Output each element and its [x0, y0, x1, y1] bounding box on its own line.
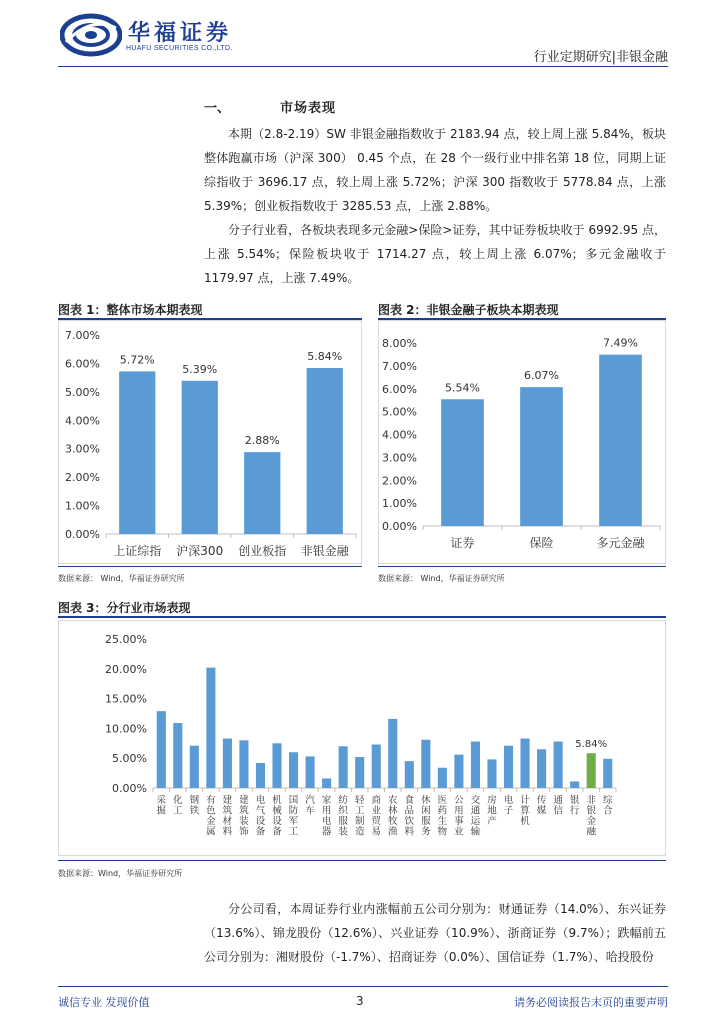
bar	[405, 761, 414, 788]
y-tick-label: 10.00%	[105, 722, 147, 736]
bar	[454, 755, 463, 788]
bar	[307, 368, 343, 534]
x-tick-label-char: 国	[288, 795, 299, 806]
figure3-title: 图表 3：分行业市场表现	[58, 601, 191, 615]
data-label: 7.49%	[603, 336, 638, 350]
x-tick-label-char: 饮	[404, 816, 415, 827]
chart-nonbank-subsectors	[378, 320, 666, 564]
x-tick-label-char: 装	[338, 826, 348, 838]
x-tick-label-char: 金	[586, 816, 596, 827]
y-tick-label: 2.00%	[65, 471, 100, 485]
x-tick-label-char: 军	[288, 816, 299, 827]
bar	[256, 763, 265, 788]
figure2-title: 图表 2：非银金融子板块本期表现	[378, 303, 559, 317]
bar	[157, 711, 166, 788]
bar	[372, 744, 381, 788]
bar	[599, 355, 642, 526]
x-tick-label-char: 电	[503, 795, 514, 806]
y-tick-label: 25.00%	[105, 633, 147, 646]
x-tick-label-char: 行	[569, 805, 580, 817]
y-tick-label: 4.00%	[382, 428, 417, 442]
figure1-source: 数据来源： Wind，华福证券研究所	[58, 574, 185, 583]
bar	[587, 753, 596, 788]
bar	[244, 452, 280, 534]
bar	[223, 739, 232, 788]
x-tick-label-char: 织	[338, 805, 348, 817]
y-tick-label: 1.00%	[382, 497, 417, 511]
bar	[471, 742, 480, 788]
paragraph-sub-sectors: 分子行业看，各板块表现多元金融>保险>证券，其中证券板块收于 6992.95 点，上涨 5.54%；保险板块收于 1714.27 点，较上周上涨 6.07%；多元金融收于 1179.97 点，上涨 7.49%。	[204, 223, 666, 285]
x-tick-label-char: 医	[437, 795, 448, 806]
x-tick-label-char: 防	[288, 805, 299, 817]
x-tick-label-char: 有	[206, 795, 216, 806]
figure3-bottom-rule	[58, 860, 666, 861]
x-tick-label-char: 工	[288, 826, 299, 838]
figure3-top-rule	[58, 616, 666, 618]
x-tick-label-char: 易	[371, 826, 381, 838]
x-tick-label-char: 房	[487, 795, 497, 806]
x-tick-label-char: 制	[354, 816, 365, 827]
bar	[272, 743, 281, 788]
y-tick-label: 15.00%	[105, 692, 147, 706]
data-label: 5.72%	[119, 353, 155, 367]
bar	[289, 752, 298, 788]
data-label: 6.07%	[524, 369, 559, 383]
x-tick-label-char: 备	[272, 826, 282, 838]
chart-overall-market	[58, 320, 362, 564]
data-label: 5.84%	[307, 349, 343, 363]
bar	[521, 739, 530, 788]
x-tick-label: 非银金融	[300, 544, 349, 558]
section-number: 一、	[204, 101, 231, 116]
x-tick-label-char: 贸	[371, 816, 381, 827]
x-tick-label-char: 服	[338, 816, 348, 827]
x-tick-label-char: 子	[503, 805, 514, 817]
x-tick-label: 证券	[450, 536, 475, 550]
x-tick-label: 多元金融	[596, 536, 645, 550]
x-tick-label-char: 轻	[354, 795, 365, 806]
x-tick-label-char: 药	[437, 805, 448, 817]
x-tick-label-char: 信	[553, 805, 563, 817]
x-tick-label-char: 休	[421, 795, 431, 806]
x-tick-label: 保险	[529, 536, 554, 550]
y-tick-label: 0.00%	[382, 520, 417, 533]
x-tick-label-char: 运	[470, 816, 481, 827]
x-tick-label-char: 林	[388, 805, 398, 817]
x-tick-label-char: 媒	[536, 805, 547, 817]
x-tick-label-char: 非	[586, 795, 596, 806]
y-tick-label: 3.00%	[382, 451, 417, 465]
x-tick-label: 上证综指	[113, 544, 162, 558]
x-tick-label-char: 机	[520, 816, 530, 827]
figure1-title: 图表 1：整体市场本期表现	[58, 303, 203, 317]
x-tick-label-char: 钢	[189, 795, 200, 806]
x-tick-label-char: 装	[239, 816, 249, 827]
y-tick-label: 20.00%	[105, 662, 147, 676]
x-tick-label-char: 通	[470, 805, 481, 817]
x-tick-label-char: 合	[602, 805, 613, 817]
x-tick-label-char: 筑	[239, 805, 249, 817]
figure1-bottom-rule	[58, 566, 362, 567]
data-label: 2.88%	[244, 434, 280, 448]
bar	[339, 746, 348, 788]
y-tick-label: 8.00%	[382, 337, 417, 350]
x-tick-label-char: 综	[602, 795, 613, 806]
x-tick-label-char: 材	[222, 816, 233, 827]
bar	[487, 759, 496, 788]
x-tick-label-char: 公	[454, 795, 464, 806]
x-tick-label-char: 料	[222, 826, 233, 838]
x-tick-label-char: 渔	[388, 826, 398, 838]
x-tick-label-char: 化	[173, 795, 183, 806]
footer-disclaimer: 请务必阅读报告末页的重要声明	[514, 996, 668, 1009]
x-tick-label-char: 电	[321, 816, 332, 827]
x-tick-label-char: 商	[371, 795, 381, 806]
bar	[520, 387, 563, 526]
y-tick-label: 0.00%	[65, 528, 100, 541]
x-tick-label-char: 家	[321, 795, 332, 806]
x-tick-label-char: 纺	[338, 795, 348, 806]
bar	[239, 740, 248, 788]
x-tick-label-char: 务	[421, 826, 431, 838]
x-tick-label-char: 产	[487, 816, 497, 827]
bar	[206, 668, 215, 788]
y-tick-label: 5.00%	[112, 752, 147, 766]
logo-subtitle: HUAFU SECURITIES CO.,LTD.	[126, 45, 233, 52]
x-tick-label-char: 农	[388, 795, 398, 806]
bar	[554, 742, 563, 788]
x-tick-label-char: 设	[272, 816, 282, 827]
x-tick-label: 沪深300	[176, 544, 224, 558]
x-tick-label-char: 服	[421, 816, 431, 827]
x-tick-label-char: 通	[553, 795, 563, 806]
x-tick-label-char: 食	[404, 795, 415, 806]
x-tick-label-char: 车	[305, 805, 315, 817]
bar	[504, 746, 513, 788]
header-divider	[58, 66, 668, 67]
x-tick-label-char: 建	[239, 795, 249, 806]
x-tick-label-char: 融	[586, 826, 596, 838]
x-tick-label-char: 生	[437, 816, 448, 827]
x-tick-label-char: 算	[520, 805, 530, 817]
logo-name: 华福证券	[128, 21, 233, 46]
x-tick-label-char: 设	[255, 816, 266, 827]
bar	[438, 768, 447, 788]
x-tick-label-char: 牧	[388, 816, 398, 827]
x-tick-label-char: 铁	[189, 805, 200, 817]
x-tick-label-char: 地	[487, 805, 497, 817]
y-tick-label: 5.00%	[65, 385, 100, 399]
x-tick-label-char: 料	[404, 826, 415, 838]
page-number: 3	[356, 994, 364, 1008]
section-title: 市场表现	[280, 101, 337, 116]
company-logo	[60, 10, 260, 58]
bar	[441, 399, 484, 526]
bar	[570, 781, 579, 788]
x-tick-label-char: 物	[437, 826, 448, 838]
x-tick-label-char: 建	[222, 795, 233, 806]
x-tick-label-char: 掘	[156, 805, 167, 817]
figure2-bottom-rule	[378, 566, 666, 567]
y-tick-label: 4.00%	[65, 414, 100, 428]
x-tick-label-char: 工	[173, 805, 183, 817]
x-tick-label-char: 造	[354, 826, 365, 838]
x-tick-label-char: 筑	[222, 805, 233, 817]
x-tick-label-char: 用	[321, 805, 332, 817]
x-tick-label-char: 事	[454, 816, 464, 827]
logo-emblem-icon	[60, 12, 122, 58]
y-tick-label: 2.00%	[382, 474, 417, 488]
chart-industry-performance	[58, 620, 666, 856]
y-tick-label: 6.00%	[65, 357, 100, 371]
x-tick-label-char: 器	[321, 826, 332, 838]
bar	[306, 756, 315, 788]
x-tick-label-char: 工	[354, 805, 365, 817]
x-tick-label-char: 械	[272, 805, 282, 817]
bar	[182, 381, 218, 534]
bar	[388, 719, 397, 788]
paragraph-company-performance: 分公司看，本周证券行业内涨幅前五公司分别为：财通证券（14.0%）、东兴证券（13.6%）、锦龙股份（12.6%）、兴业证券（10.9%）、浙商证券（9.7%）；跌幅前五公司分别为：湘财股份（-1.7%）、招商证券（0.0%）、国信证券（1.7%）、哈投股份	[204, 902, 666, 964]
x-tick-label-char: 汽	[305, 795, 315, 806]
y-tick-label: 7.00%	[382, 359, 417, 373]
x-tick-label-char: 属	[206, 826, 216, 838]
y-tick-label: 0.00%	[112, 782, 147, 795]
x-tick-label-char: 色	[206, 805, 216, 817]
figure3-source: 数据来源：Wind，华福证券研究所	[58, 869, 183, 878]
x-tick-label-char: 计	[520, 795, 530, 806]
y-tick-label: 3.00%	[65, 442, 100, 456]
x-tick-label-char: 银	[586, 805, 596, 817]
x-tick-label-char: 电	[255, 795, 266, 806]
y-tick-label: 7.00%	[65, 329, 100, 342]
x-tick-label: 创业板指	[238, 544, 287, 558]
x-tick-label-char: 备	[255, 826, 266, 838]
x-tick-label-char: 气	[255, 805, 266, 817]
footer-slogan: 诚信专业 发现价值	[58, 996, 150, 1009]
y-tick-label: 1.00%	[65, 499, 100, 513]
footer-divider	[58, 986, 668, 987]
bar	[421, 740, 430, 788]
bar	[119, 371, 155, 534]
figure2-source: 数据来源： Wind，华福证券研究所	[378, 574, 505, 583]
x-tick-label-char: 交	[470, 795, 481, 806]
y-tick-label: 5.00%	[382, 405, 417, 419]
x-tick-label-char: 闲	[421, 805, 431, 817]
x-tick-label-char: 传	[536, 795, 547, 806]
x-tick-label-char: 饰	[239, 826, 249, 838]
bar	[173, 723, 182, 788]
x-tick-label-char: 用	[454, 805, 464, 817]
x-tick-label-char: 品	[404, 805, 415, 817]
x-tick-label-char: 业	[371, 805, 381, 817]
x-tick-label-char: 机	[272, 795, 282, 806]
bar	[603, 759, 612, 788]
bar	[190, 746, 199, 788]
data-label: 5.84%	[575, 739, 608, 751]
paragraph-market-overview: 本期（2.8-2.19）SW 非银金融指数收于 2183.94 点，较上周上涨 5.84%，板块整体跑赢市场（沪深 300） 0.45 个点，在 28 个一级行业中排名第 18 位，同期上证综指收于 3696.17 点，较上周上涨 5.72%；沪深 300 指数收于 5778.84 点，上涨 5.39%；创业板指数收于 3285.53 点，上涨 2.88%。	[204, 127, 666, 213]
data-label: 5.54%	[445, 381, 480, 395]
bar	[537, 749, 546, 788]
bar	[355, 757, 364, 788]
x-tick-label-char: 输	[470, 826, 481, 838]
x-tick-label-char: 业	[454, 826, 464, 838]
x-tick-label-char: 采	[156, 795, 167, 806]
y-tick-label: 6.00%	[382, 382, 417, 396]
x-tick-label-char: 银	[569, 795, 580, 806]
data-label: 5.39%	[182, 362, 218, 376]
report-type: 行业定期研究|非银金融	[533, 50, 668, 65]
x-tick-label-char: 金	[206, 816, 216, 827]
bar	[322, 778, 331, 788]
